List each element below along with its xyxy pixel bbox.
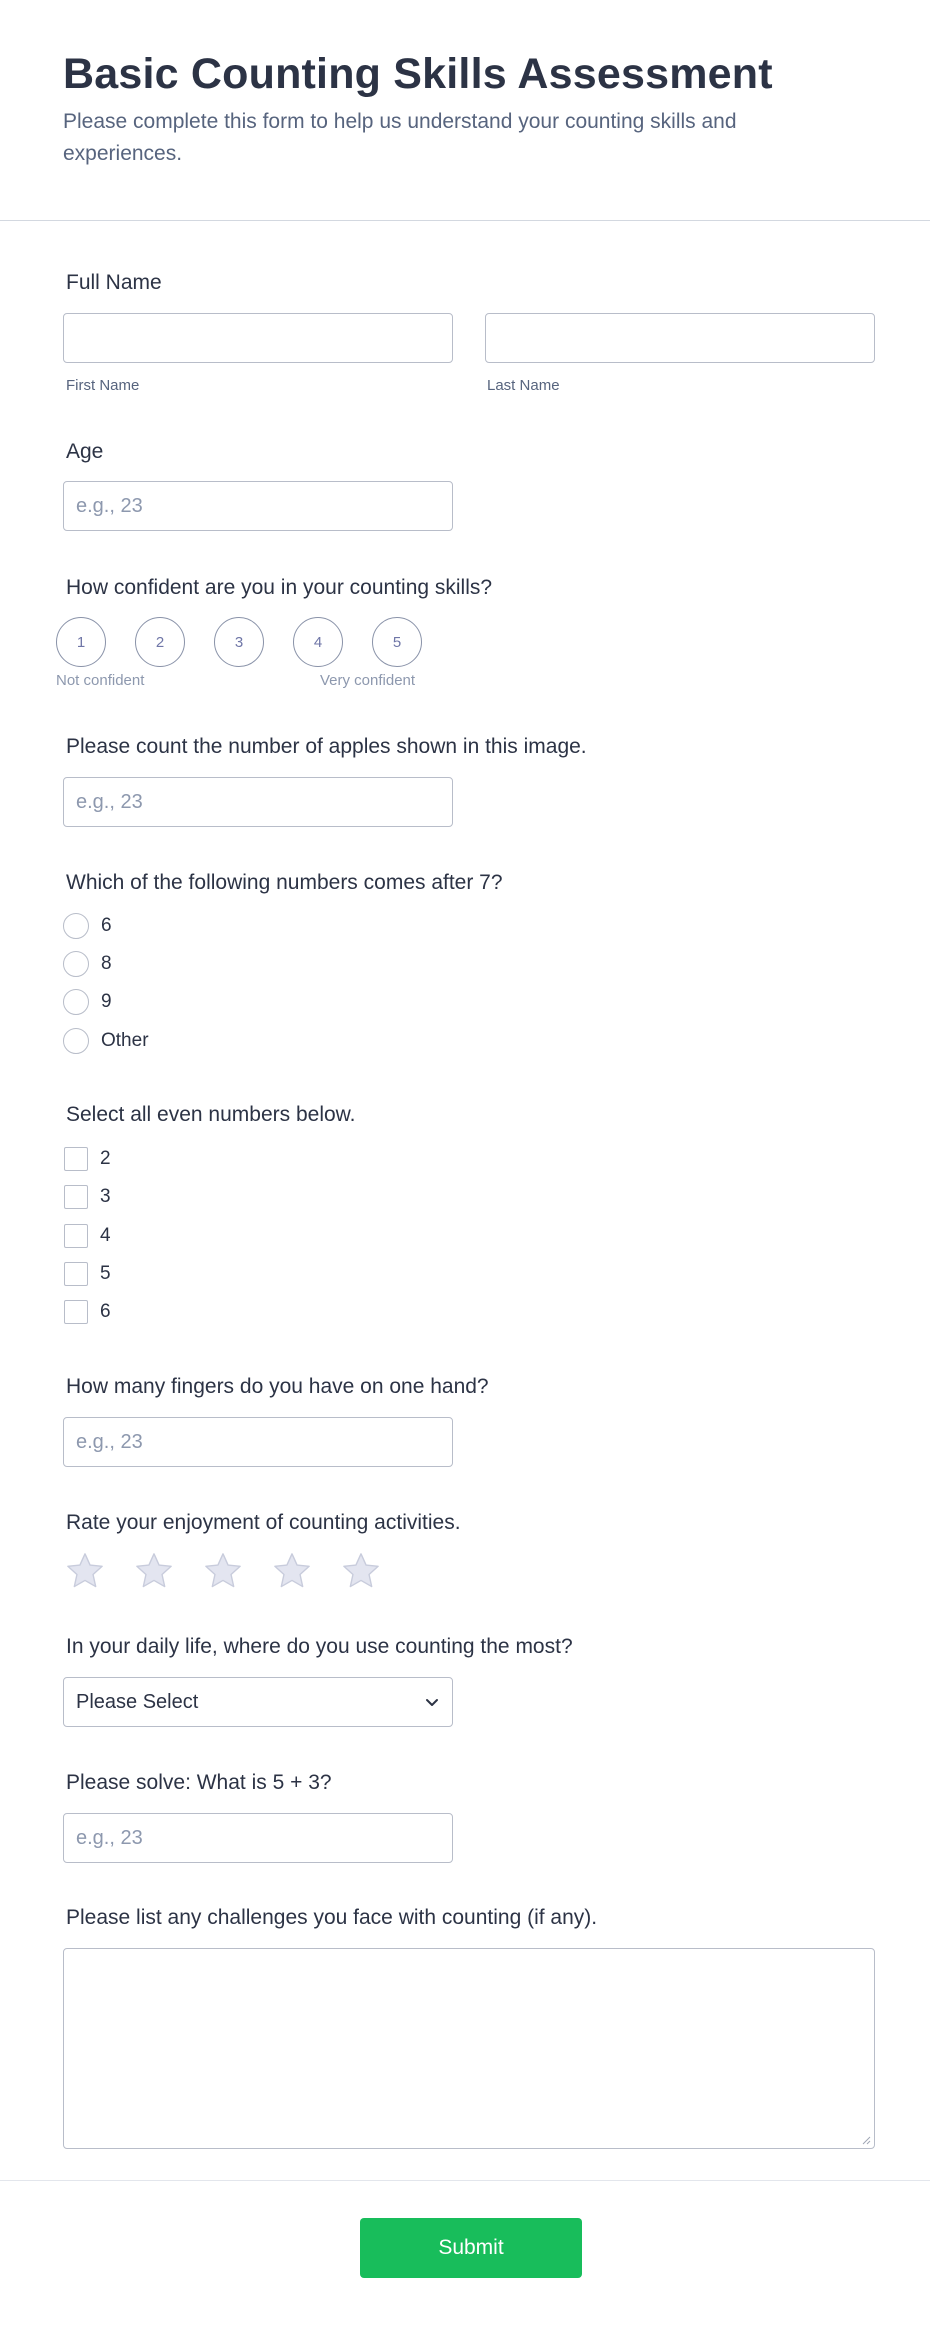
checkbox-option[interactable] [63,1260,111,1288]
checkbox-option-label: 2 [100,1148,111,1169]
checkbox-option[interactable] [63,1145,111,1173]
star-icon[interactable] [271,1550,313,1592]
radio-button[interactable] [63,913,89,939]
radio-button[interactable] [63,1028,89,1054]
confidence-label: How confident are you in your counting skills? [66,576,493,599]
star-icon[interactable] [340,1550,382,1592]
challenges-label: Please list any challenges you face with counting (if any). [66,1906,598,1929]
radio-option-label: 6 [101,915,112,936]
age-label: Age [66,440,104,463]
chevron-down-icon [424,1694,440,1710]
age-input[interactable] [63,481,453,531]
checkbox-option[interactable] [63,1222,111,1250]
first-name-sublabel: First Name [66,377,140,394]
scale-min-label: Not confident [56,672,145,689]
radio-option[interactable] [63,1027,149,1055]
page-title: Basic Counting Skills Assessment [63,50,773,98]
star-icon[interactable] [133,1550,175,1592]
checkbox-option[interactable] [63,1298,111,1326]
scale-option-4[interactable]: 4 [293,617,343,667]
checkbox[interactable] [64,1185,88,1209]
radio-option[interactable] [63,988,112,1016]
checkbox-option-label: 6 [100,1301,111,1322]
star-rating [64,1550,409,1592]
checkbox[interactable] [64,1262,88,1286]
radio-option-label: 8 [101,953,112,974]
math-input[interactable] [63,1813,453,1863]
scale-option-3[interactable]: 3 [214,617,264,667]
checkbox[interactable] [64,1300,88,1324]
dropdown-selected-value: Please Select [76,1690,199,1713]
radio-option[interactable] [63,912,112,940]
checkbox[interactable] [64,1147,88,1171]
checkbox-option-label: 5 [100,1263,111,1284]
star-icon[interactable] [202,1550,244,1592]
radio-button[interactable] [63,989,89,1015]
radio-option[interactable] [63,950,112,978]
last-name-sublabel: Last Name [487,377,560,394]
scale-option-2[interactable]: 2 [135,617,185,667]
checkbox[interactable] [64,1224,88,1248]
after-seven-label: Which of the following numbers comes after 7? [66,871,503,894]
page-subtitle: Please complete this form to help us understand your counting skills and experiences. [63,110,737,165]
radio-option-label: 9 [101,991,112,1012]
radio-button[interactable] [63,951,89,977]
star-icon[interactable] [64,1550,106,1592]
radio-option-label: Other [101,1030,149,1051]
checkbox-option[interactable] [63,1183,111,1211]
checkbox-option-label: 3 [100,1186,111,1207]
full-name-label: Full Name [66,271,162,294]
last-name-input[interactable] [485,313,875,363]
daily-life-label: In your daily life, where do you use counting the most? [66,1635,573,1658]
enjoyment-label: Rate your enjoyment of counting activities. [66,1511,461,1534]
fingers-label: How many fingers do you have on one hand? [66,1375,489,1398]
form-header [0,0,930,221]
even-numbers-label: Select all even numbers below. [66,1103,356,1126]
submit-button[interactable]: Submit [360,2218,582,2278]
daily-life-dropdown[interactable] [63,1677,453,1727]
scale-max-label: Very confident [320,672,416,689]
apples-input[interactable] [63,777,453,827]
scale-option-5[interactable]: 5 [372,617,422,667]
resize-handle-icon[interactable] [861,2135,871,2145]
math-label: Please solve: What is 5 + 3? [66,1771,332,1794]
challenges-textarea[interactable] [63,1948,875,2149]
first-name-input[interactable] [63,313,453,363]
apples-label: Please count the number of apples shown in this image. [66,735,587,758]
scale-option-1[interactable]: 1 [56,617,106,667]
checkbox-option-label: 4 [100,1225,111,1246]
fingers-input[interactable] [63,1417,453,1467]
